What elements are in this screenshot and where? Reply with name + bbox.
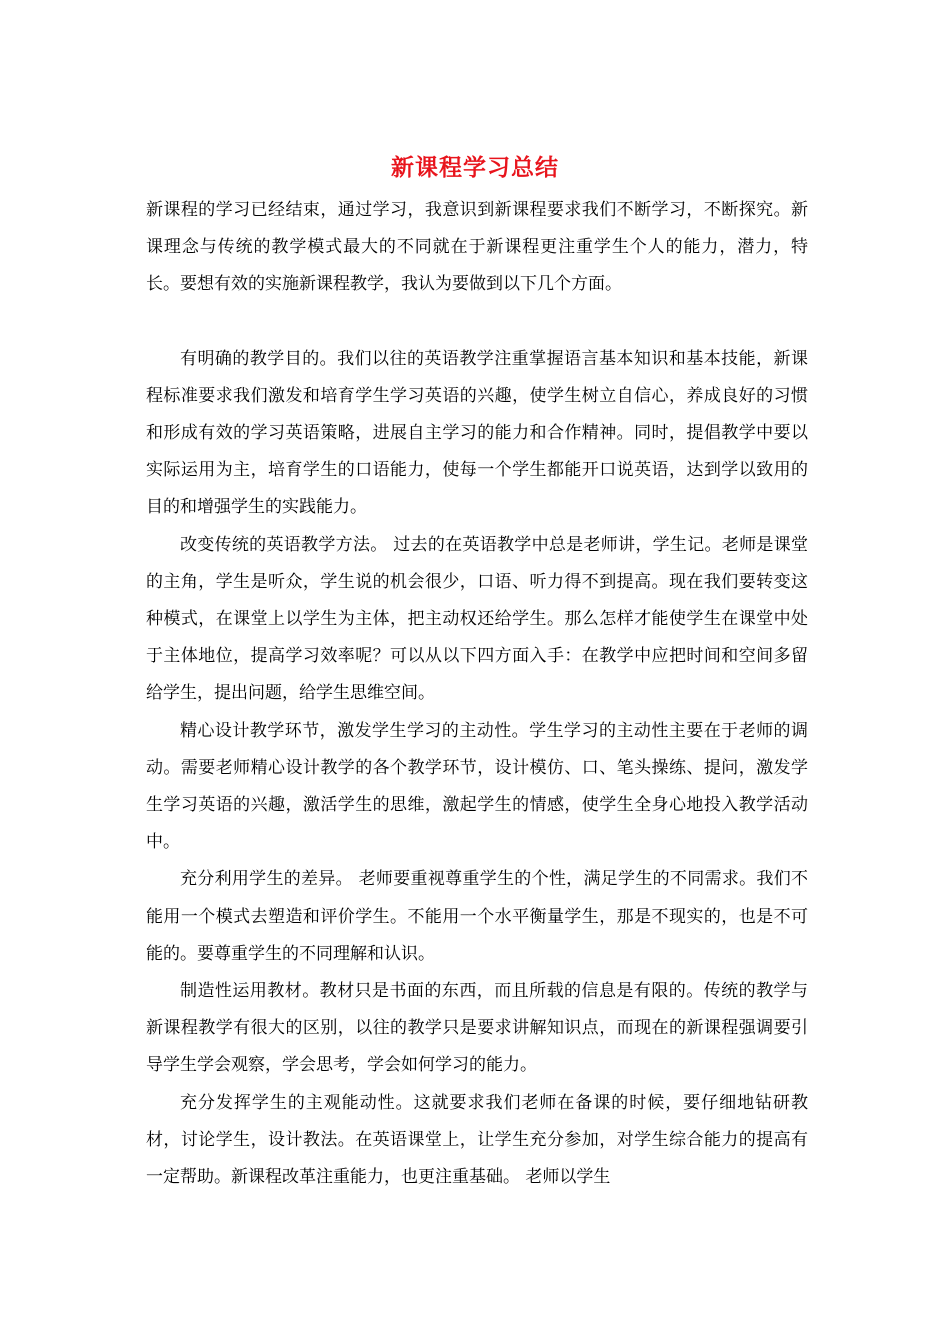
- document-body: [146, 192, 808, 1196]
- document-title: 新课程学习总结: [391, 154, 559, 181]
- body-paragraph: 改变传统的英语教学方法。 过去的在英语教学中总是老师讲，学生记。老师是课堂的主角，学生是听众，学生说的机会很少，口语、听力得不到提高。现在我们要转变这种模式，在课堂上以学生为主体，把主动权还给学生。那么怎样才能使学生在课堂中处于主体地位，提高学习效率呢？可以从以下四方面入手：在教学中应把时间和空间多留给学生，提出问题，给学生思维空间。: [146, 534, 808, 704]
- body-paragraph: 充分利用学生的差异。 老师要重视尊重学生的个性，满足学生的不同需求。我们不能用一个模式去塑造和评价学生。不能用一个水平衡量学生，那是不现实的，也是不可能的。要尊重学生的不同理解和认识。: [146, 869, 808, 964]
- body-paragraph: 制造性运用教材。教材只是书面的东西，而且所载的信息是有限的。传统的教学与新课程教学有很大的区别，以往的教学只是要求讲解知识点，而现在的新课程强调要引导学生学会观察，学会思考，学会如何学习的能力。: [146, 981, 808, 1076]
- intro-paragraph: 新课程的学习已经结束，通过学习，我意识到新课程要求我们不断学习，不断探究。新课理念与传统的教学模式最大的不同就在于新课程更注重学生个人的能力，潜力，特长。要想有效的实施新课程教学，我认为要做到以下几个方面。: [146, 200, 808, 295]
- body-paragraph: 充分发挥学生的主观能动性。这就要求我们老师在备课的时候，要仔细地钻研教材，讨论学生，设计教法。在英语课堂上，让学生充分参加，对学生综合能力的提高有一定帮助。新课程改革注重能力，也更注重基础。 老师以学生: [146, 1092, 808, 1188]
- body-paragraph: 有明确的教学目的。我们以往的英语教学注重掌握语言基本知识和基本技能，新课程标准要求我们激发和培育学生学习英语的兴趣，使学生树立自信心，养成良好的习惯和形成有效的学习英语策略，进展自主学习的能力和合作精神。同时，提倡教学中要以实际运用为主，培育学生的口语能力，使每一个学生都能开口说英语，达到学以致用的目的和增强学生的实践能力。: [146, 348, 808, 518]
- body-paragraph: 精心设计教学环节，激发学生学习的主动性。学生学习的主动性主要在于老师的调动。需要老师精心设计教学的各个教学环节，设计模仿、口、笔头操练、提问，激发学生学习英语的兴趣，激活学生的思维，激起学生的情感，使学生全身心地投入教学活动中。: [146, 720, 808, 853]
